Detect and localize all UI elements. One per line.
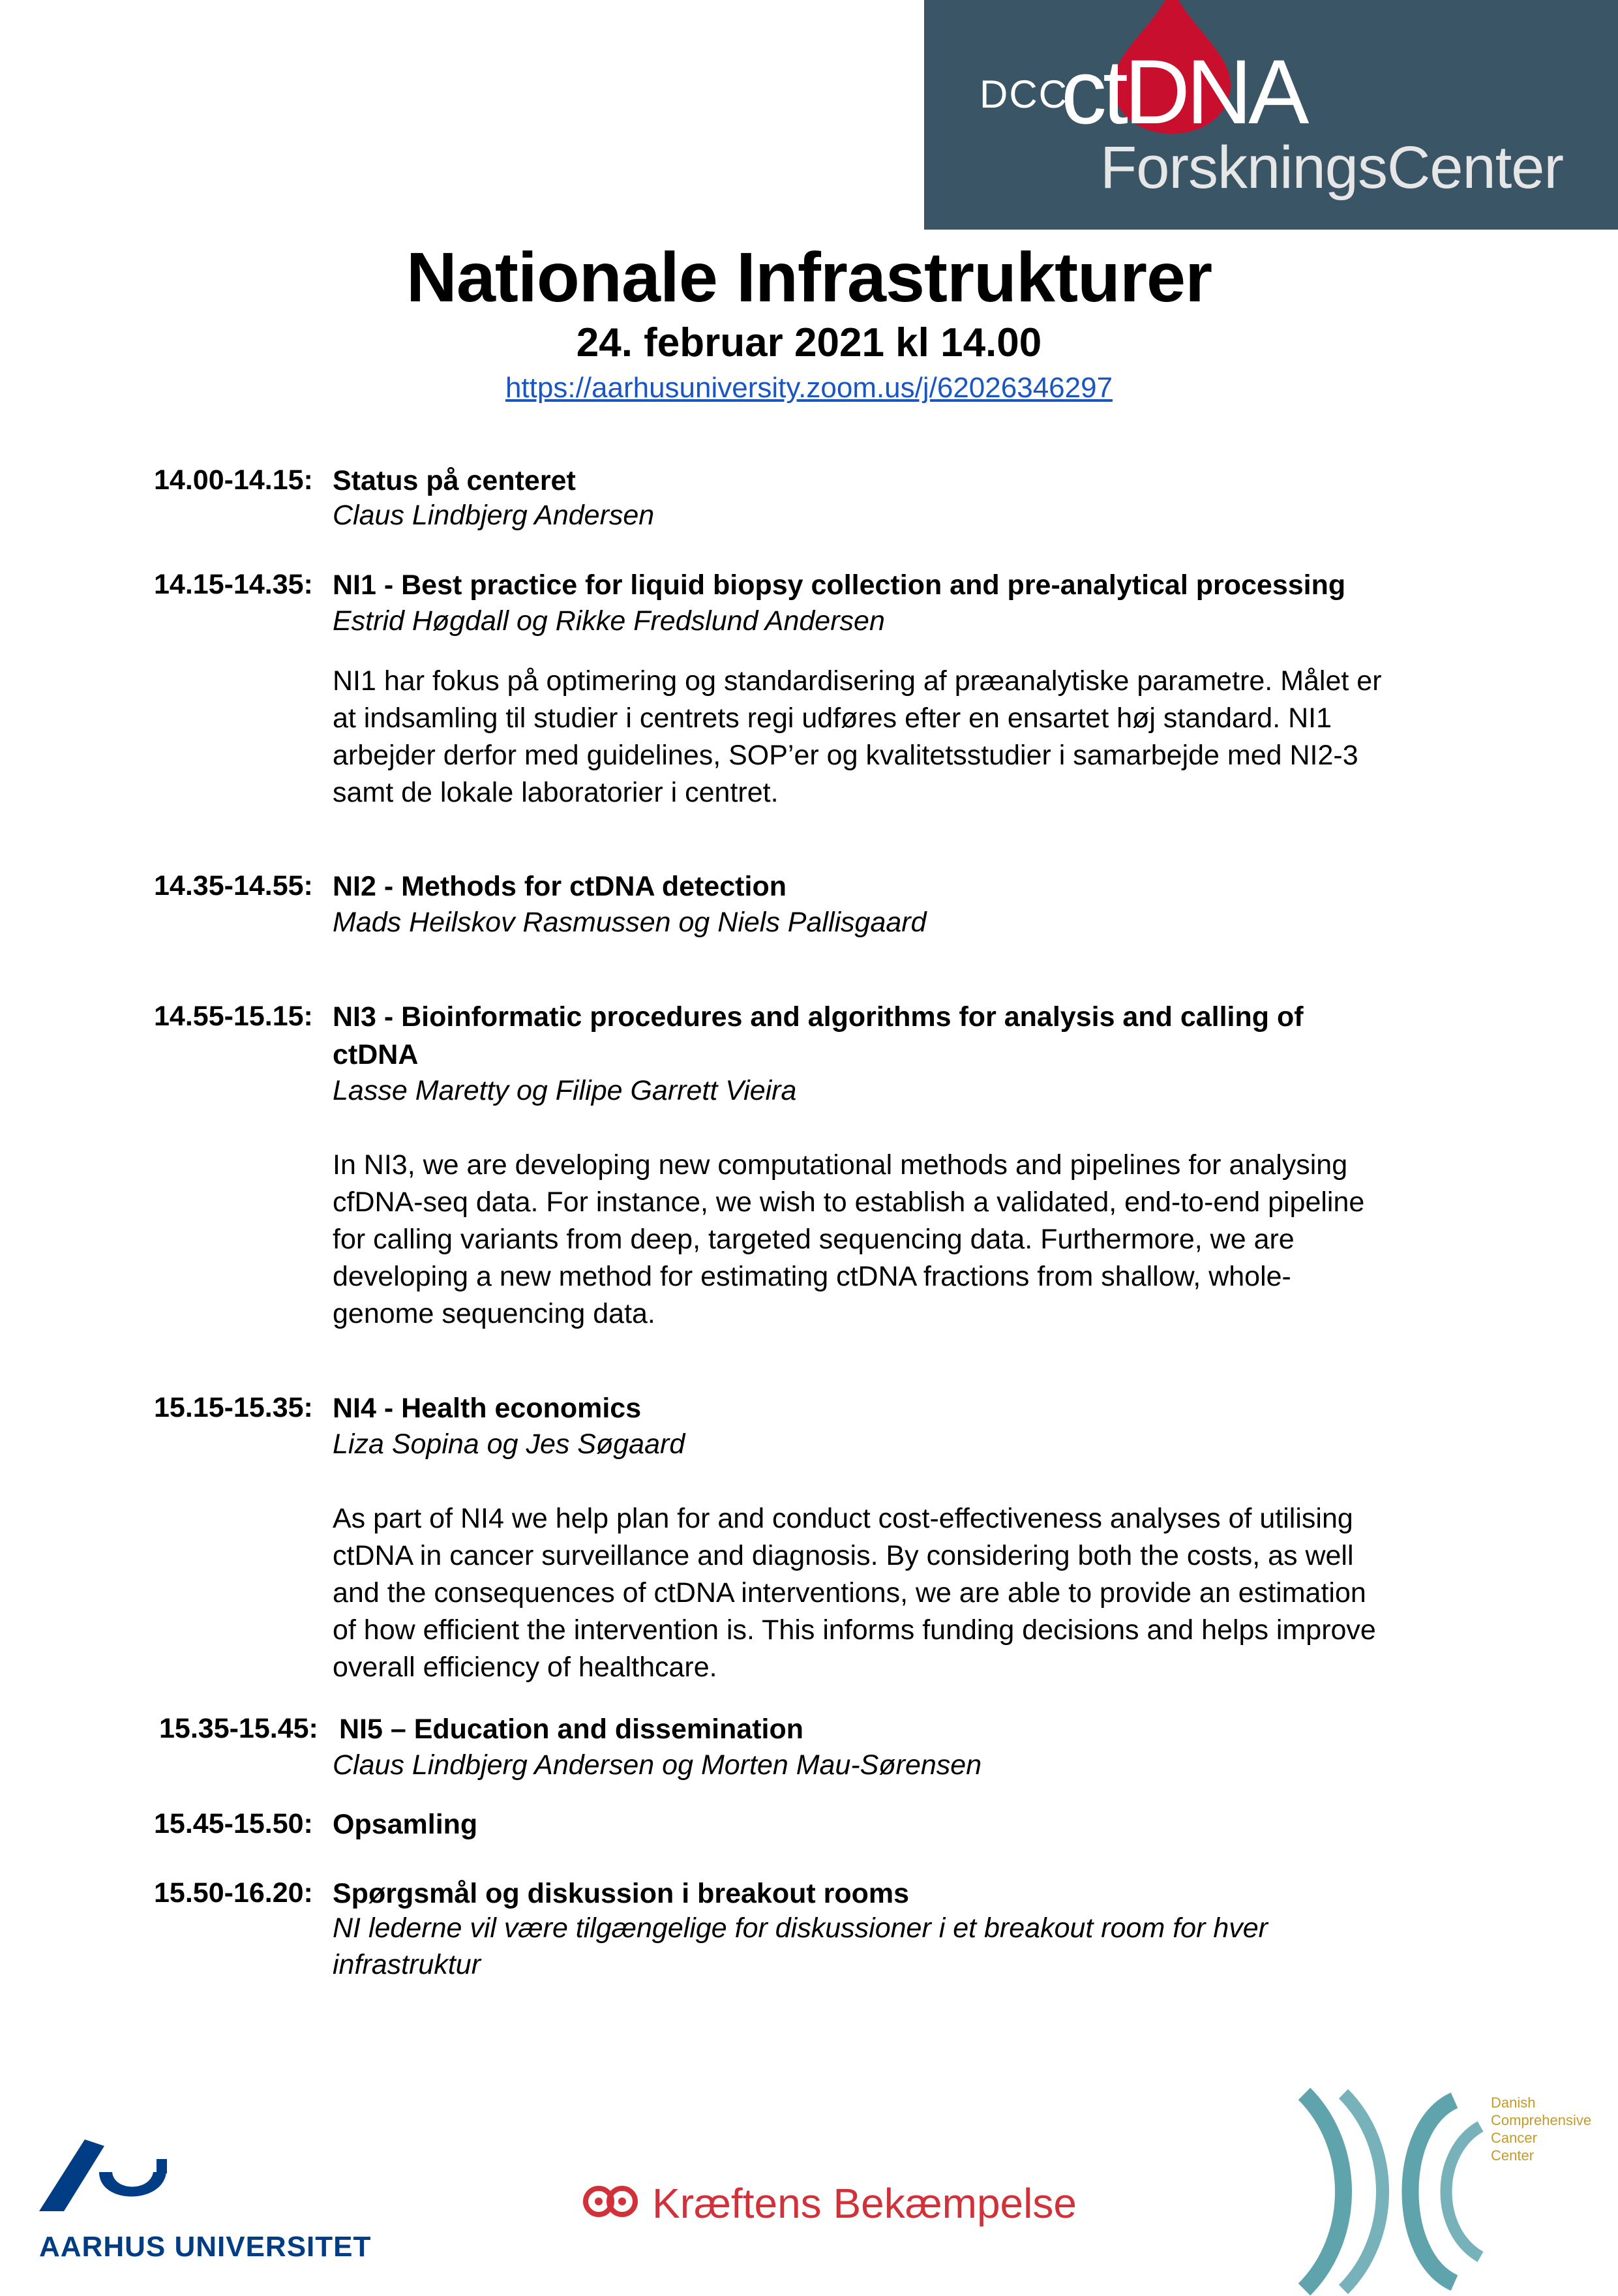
- agenda-time: 15.15-15.35:: [154, 1392, 313, 1423]
- description-line: In NI3, we are developing new computational methods and pipelines for analysing: [333, 1149, 1348, 1181]
- logo-ctdna-text: ctDNA: [1061, 40, 1306, 143]
- description-line: overall efficiency of healthcare.: [333, 1652, 717, 1683]
- agenda-title: Opsamling: [333, 1809, 478, 1840]
- description-line: cfDNA-seq data. For instance, we wish to establish a validated, end-to-end pipeline: [333, 1186, 1365, 1218]
- description-line: NI1 har fokus på optimering og standardisering af præanalytiske parametre. Målet er: [333, 665, 1382, 697]
- agenda-time: 15.35-15.45:: [159, 1713, 318, 1744]
- agenda-time: 14.15-14.35:: [154, 569, 313, 600]
- agenda-speakers: Lasse Maretty og Filipe Garrett Vieira: [333, 1075, 797, 1106]
- agenda-speakers: Claus Lindbjerg Andersen og Morten Mau-Sørensen: [333, 1749, 982, 1781]
- agenda-time: 15.45-15.50:: [154, 1808, 313, 1839]
- kb-infinity-icon: [580, 2182, 646, 2221]
- dccc-line: Cancer: [1491, 2130, 1537, 2146]
- au-name: AARHUS UNIVERSITET: [39, 2231, 372, 2263]
- description-line: of how efficient the intervention is. This informs funding decisions and helps improve: [333, 1614, 1376, 1646]
- agenda-speakers: Mads Heilskov Rasmussen og Niels Pallisgaard: [333, 907, 927, 938]
- kraeftens-bekaempelse-logo: [580, 2175, 1115, 2234]
- logo-forskningscenter-text: ForskningsCenter: [1100, 134, 1564, 201]
- description-line: As part of NI4 we help plan for and conduct cost-effectiveness analyses of utilising: [333, 1503, 1353, 1534]
- agenda-speakers: Liza Sopina og Jes Søgaard: [333, 1428, 685, 1460]
- agenda-time: 14.35-14.55:: [154, 870, 313, 901]
- description-line: genome sequencing data.: [333, 1298, 655, 1329]
- agenda-time: 15.50-16.20:: [154, 1877, 313, 1909]
- dccc-text: [1491, 2094, 1608, 2164]
- agenda-title: NI4 - Health economics: [333, 1393, 642, 1424]
- aarhus-university-logo: [39, 2133, 372, 2283]
- description-line: at indsamling til studier i centrets regi udføres efter en ensartet høj standard. NI1: [333, 702, 1332, 734]
- dccc-line: Center: [1491, 2147, 1535, 2164]
- agenda-description: [333, 1147, 1480, 1333]
- agenda-time: 14.00-14.15:: [154, 464, 313, 496]
- agenda-speakers: [333, 1910, 1480, 1983]
- logo-dcc-text: DCC: [980, 72, 1068, 116]
- dccc-arcs-icon: [1298, 2087, 1493, 2296]
- agenda-title: NI1 - Best practice for liquid biopsy collection and pre-analytical processing: [333, 569, 1346, 601]
- agenda-speakers: Claus Lindbjerg Andersen: [333, 500, 655, 531]
- description-line: ctDNA in cancer surveillance and diagnosis. By considering both the costs, as well: [333, 1540, 1354, 1571]
- agenda-speakers: Estrid Høgdall og Rikke Fredslund Andersen: [333, 605, 885, 637]
- agenda-title: Status på centeret: [333, 465, 576, 496]
- agenda-title: NI2 - Methods for ctDNA detection: [333, 871, 787, 902]
- agenda-time: 14.55-15.15:: [154, 1001, 313, 1032]
- au-seal-icon: [39, 2133, 196, 2218]
- speaker-line: infrastruktur: [333, 1949, 481, 1980]
- description-line: arbejder derfor med guidelines, SOP’er og kvalitetsstudier i samarbejde med NI2-3: [333, 740, 1358, 771]
- description-line: samt de lokale laboratorier i centret.: [333, 777, 779, 808]
- description-line: developing a new method for estimating ctDNA fractions from shallow, whole-: [333, 1261, 1291, 1292]
- page-title: Nationale Infrastrukturer: [406, 237, 1212, 316]
- agenda-title: [333, 998, 1480, 1074]
- zoom-link[interactable]: https://aarhusuniversity.zoom.us/j/62026346297: [505, 372, 1113, 404]
- agenda-description: [333, 663, 1480, 811]
- speaker-line: NI lederne vil være tilgængelige for diskussioner i et breakout room for hver: [333, 1912, 1268, 1944]
- dccc-line: Comprehensive: [1491, 2112, 1592, 2128]
- event-date: 24. februar 2021 kl 14.00: [576, 320, 1042, 365]
- description-line: and the consequences of ctDNA interventions, we are able to provide an estimation: [333, 1577, 1366, 1609]
- title-line: NI3 - Bioinformatic procedures and algorithms for analysis and calling of: [333, 1001, 1304, 1033]
- header-logo-banner: [924, 0, 1618, 230]
- agenda-title: Spørgsmål og diskussion i breakout rooms: [333, 1878, 910, 1909]
- kb-name: Kræftens Bekæmpelse: [652, 2180, 1077, 2227]
- title-line: ctDNA: [333, 1039, 419, 1070]
- description-line: for calling variants from deep, targeted sequencing data. Furthermore, we are: [333, 1224, 1295, 1255]
- dccc-line: Danish: [1491, 2094, 1536, 2111]
- agenda-description: [333, 1500, 1480, 1686]
- dccc-logo: [1298, 2087, 1611, 2296]
- agenda-title: NI5 – Education and dissemination: [339, 1714, 804, 1745]
